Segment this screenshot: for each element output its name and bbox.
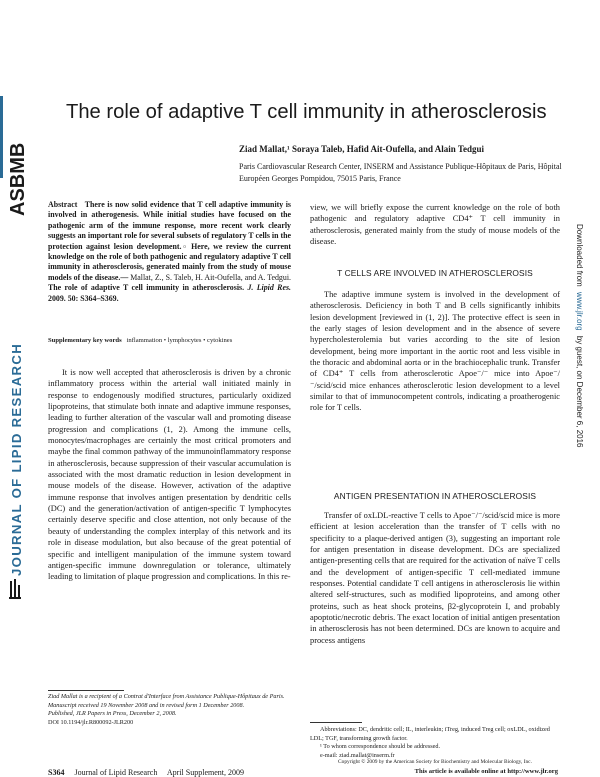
- asbmb-logo: [4, 124, 30, 218]
- article-title: The role of adaptive T cell immunity in atherosclerosis: [66, 101, 547, 123]
- abstract-citation-authors: Mallat, Z., S. Taleb, H. Ait-Oufella, and A. Tedgui.: [130, 272, 291, 282]
- spine-accent-bar: [0, 96, 3, 178]
- footnote-received: Manuscript received 19 November 2008 and in revised form 1 December 2008.: [48, 701, 245, 709]
- footnote-email[interactable]: e-mail: ziad.mallat@inserm.fr: [320, 751, 395, 759]
- footer-journal: Journal of Lipid Research: [74, 768, 158, 777]
- asbmb-logo-text: ASBMB: [7, 142, 29, 216]
- downloaded-note: [573, 224, 587, 516]
- svg-text:Downloaded from www.jlr.or: [575, 224, 584, 448]
- journal-name-vertical: [2, 248, 28, 578]
- abstract-citation-journal: J. Lipid Res.: [247, 283, 291, 293]
- intro-paragraph: It is now well accepted that atherosclerosis is driven by a chronic inflammatory process within the arterial wall initiated mainly in response to endogenously modified structures, particularly oxidized lipoproteins, that stimulate both innate and adaptive immune responses, leading to further alteration of the vascular wall and promoting disease progression and complications (1, 2). Among the immune cells, monocytes/macrophages are certainly the most critical promoters and maybe the final common pathway of the immunoinflammatory response in atherosclerosis, because suppression of their vascular accumulation is associated with the most dramatic reduction in lesion development in mouse models of the disease. However, activation of the adaptive immune response that involves antigen presentation by dendritic cells (DC) and the generation/activation of antigen-specific T lymphocytes certainly deserve specific and close attention, not only because of the beauty of understanding the complex interplay of this network and its role in disease modulation, but also because of the great potential of specific and intelligent manipulation of the immune system toward antigen-specific immune downregulation or tolerance, ultimately leading to limitation of plaque progression and complications. In this re-: [48, 368, 291, 582]
- jlr-mark-icon: [8, 578, 22, 600]
- footer-availability: This article is available online at http://www.jlr.org: [414, 768, 558, 775]
- paragraph-t-cells: The adaptive immune system is involved in the development of atherosclerosis. Deficiency in both T and B cells significantly inhibits lesion development [reviewed in (1, 2)]. The protective effect is seen in the early stages of lesion development and in the absence of severe hypercholesterolemia but varies according to the site of lesion development, being more important in the aortic root and less visible in the thoracic and abdominal aorta or in the brachiocephalic trunk. Transfer of CD4⁺ T cells from atherosclerotic Apoe⁻/⁻ mice into Apoe⁻/⁻/scid/scid mice enhances atherosclerotic lesion development to a level similar to that of immunocompetent controls, indicating a proatherogenic role for T cells.: [310, 290, 560, 413]
- abstract-body-2: Here, we review the current knowledge on the role of both pathogenic and regulatory adaptive T cell immunity in atherosclerosis, generated mainly from the study of mouse models of the disease.—: [48, 241, 291, 282]
- footnote-divider-right: [310, 722, 362, 723]
- affiliation: Paris Cardiovascular Research Center, INSERM and Assistance Publique-Hôpitaux de Paris, Hôpital Européen Georges Pompidou, 75015 Paris, France: [239, 162, 562, 183]
- downloaded-link[interactable]: www.jlr.org: [575, 291, 584, 331]
- abstract-citation-title: The role of adaptive T cell immunity in atherosclerosis.: [48, 283, 245, 293]
- paragraph-antigen: Transfer of oxLDL-reactive T cells to Apoe⁻/⁻/scid/scid mice is more efficient at lesion acceleration than the transfer of T cells with no specificity to a plaque-derived antigen (3), suggesting an important role for antigen presentation in disease development. DCs are specialized antigen-presenting cells that are required for the activation of naïve T cells and the development of antigen-specific T cell-mediated immune responses. Potential candidate T cell antigens in atherosclerosis lie within altered self-structures, such as modified lipoproteins, and among other proteins, such as heat shock proteins, β2-glycoprotein I, and probably apoptotic/necrotic debris. The exact location of initial antigen presentation in atherosclerosis has not been determined. DCs are known to acquire and process antigens: [310, 511, 560, 645]
- journal-name-text: JOURNAL OF LIPID RESEARCH: [9, 342, 24, 576]
- abstract-marker-icon: ▫: [181, 241, 188, 251]
- footnote-correspondence: ¹ To whom correspondence should be addressed.: [320, 743, 441, 751]
- downloaded-prefix: Downloaded from: [575, 224, 584, 287]
- downloaded-suffix: by guest, on December 6, 2016: [575, 335, 584, 448]
- footnote-abbreviations: Abbreviations: DC, dendritic cell; IL, interleukin; iTreg, induced Treg cell; oxLDL, oxidized LDL; TGF, transforming growth factor.: [310, 726, 550, 742]
- author-list: Ziad Mallat,¹ Soraya Taleb, Hafid Ait-Oufella, and Alain Tedgui: [239, 144, 485, 154]
- abstract-body: There is now solid evidence that T cell adaptive immunity is involved in atherogenesis. While initial studies have focused on the pathogenic arm of the immune response, more recent work clearly suggests an important role for several subsets of regulatory T cells in the protection against lesion development.: [48, 200, 291, 251]
- footnote-divider-left: [48, 690, 124, 691]
- abstract-label: Abstract: [48, 200, 78, 209]
- section-heading-t-cells: T CELLS ARE INVOLVED IN ATHEROSCLEROSIS: [337, 268, 533, 278]
- keywords-terms: inflammation • lymphocytes • cytokines: [126, 337, 233, 344]
- footnote-funding: Ziad Mallat is a recipient of a Contrat d'Interface from Assistance Publique-Hôpitaux de Paris.: [48, 693, 285, 700]
- keywords: [48, 337, 291, 344]
- footnotes-right: [310, 726, 560, 760]
- intro-continuation: view, we will briefly expose the current knowledge on the role of both pathogenic and regulatory adaptive CD4⁺ T cell immunity in atherosclerosis, generated mainly from the study of mouse models of the disease.: [310, 203, 560, 247]
- keywords-label: Supplementary key words: [48, 337, 122, 344]
- footer-issue: April Supplement, 2009: [166, 768, 244, 777]
- section-heading-antigen: ANTIGEN PRESENTATION IN ATHEROSCLEROSIS: [333, 491, 537, 501]
- abstract: [48, 200, 291, 304]
- footnotes-left: [48, 693, 291, 727]
- footnote-doi: DOI 10.1194/jlr.R800092-JLR200: [48, 718, 134, 726]
- page-number: S364: [48, 768, 65, 777]
- footnote-published: Published, JLR Papers in Press, December 2, 2008.: [48, 710, 177, 718]
- abstract-citation-year: 2009. 50: S364–S369.: [48, 293, 119, 303]
- copyright-notice: Copyright © 2009 by the American Society for Biochemistry and Molecular Biology, Inc.: [338, 759, 532, 765]
